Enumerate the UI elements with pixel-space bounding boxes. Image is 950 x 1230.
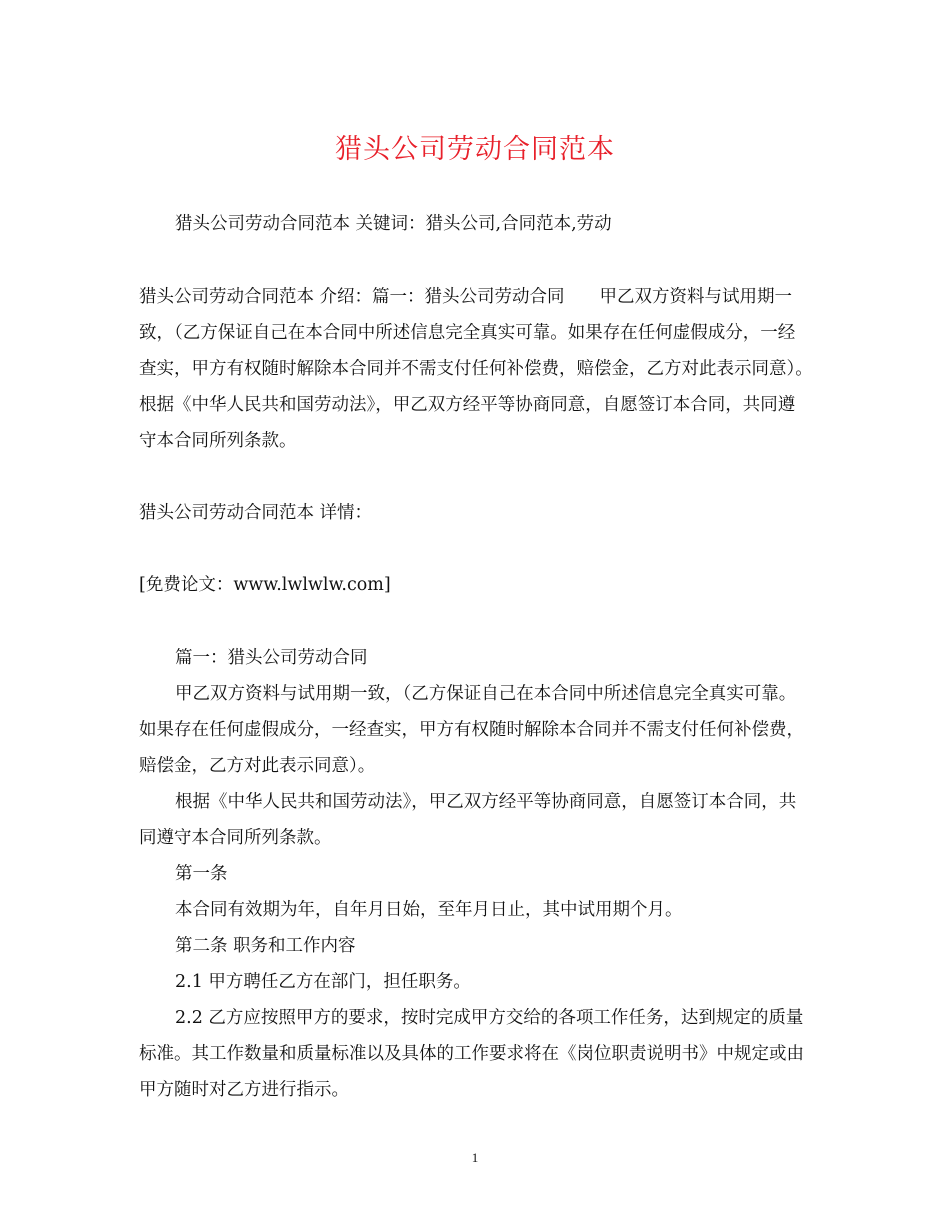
body-paragraph: 本合同有效期为年，自年月日始，至年月日止，其中试用期个月。 <box>175 900 683 920</box>
page-number: 1 <box>471 1150 479 1165</box>
body-paragraph: 根据《中华人民共和国劳动法》，甲乙双方经平等协商同意，自愿签订本合同，共同遵守本合同所列条款。 <box>139 792 797 848</box>
contract-body <box>139 640 811 1108</box>
source-note: [免费论文：www.lwlwlw.com] <box>139 575 391 595</box>
details-label: 猎头公司劳动合同范本 详情： <box>139 503 373 523</box>
section-heading: 篇一：猎头公司劳动合同 <box>175 648 368 668</box>
intro-paragraph: 猎头公司劳动合同范本 介绍：篇一：猎头公司劳动合同 甲乙双方资料与试用期一致，（乙方保证自己在本合同中所述信息完全真实可靠。如果存在任何虚假成分，一经查实，甲方有权随时解除本合同并不需支付任何补偿费，赔偿金，乙方对此表示同意）。 根据《中华人民共和国劳动法》，甲乙双方经平等协商同意，自愿签订本合同，共同遵守本合同所列条款。 <box>139 287 839 451</box>
article-heading: 第一条 <box>175 864 228 884</box>
clause-paragraph: 2.2 乙方应按照甲方的要求，按时完成甲方交给的各项工作任务，达到规定的质量标准。其工作数量和质量标准以及具体的工作要求将在《岗位职责说明书》中规定或由甲方随时对乙方进行指示。 <box>139 1008 804 1100</box>
body-paragraph: 甲乙双方资料与试用期一致，（乙方保证自己在本合同中所述信息完全真实可靠。如果存在任何虚假成分，一经查实，甲方有权随时解除本合同并不需支付任何补偿费，赔偿金，乙方对此表示同意）。 <box>139 684 804 776</box>
document-title: 猎头公司劳动合同范本 <box>335 134 615 165</box>
article-heading: 第二条 职务和工作内容 <box>175 936 356 956</box>
clause-paragraph: 2.1 甲方聘任乙方在部门，担任职务。 <box>175 972 471 992</box>
keywords-line: 猎头公司劳动合同范本 关键词：猎头公司,合同范本,劳动 <box>175 214 612 234</box>
